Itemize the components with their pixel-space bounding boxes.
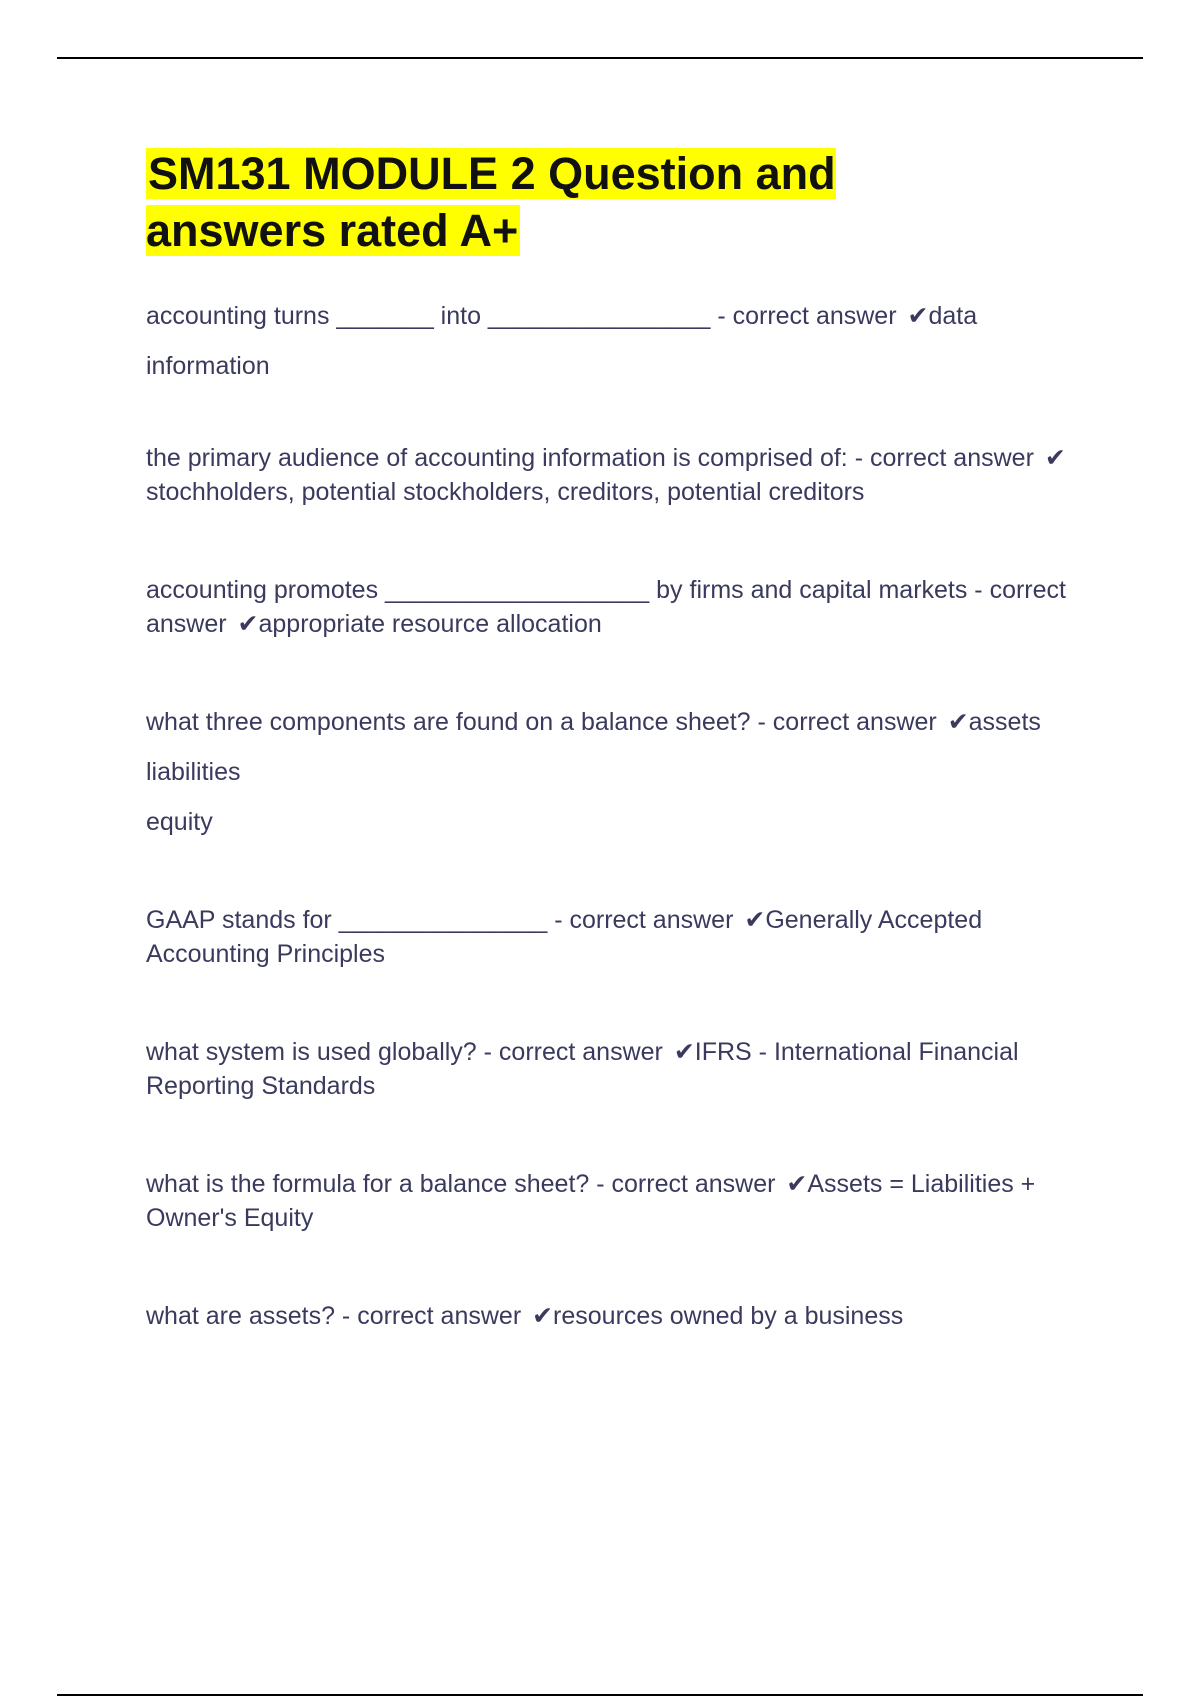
question-text: what is the formula for a balance sheet? - correct answer	[146, 1170, 783, 1198]
qa-item	[146, 903, 1076, 971]
answer-text: IFRS - International Financial Reporting Standards	[146, 1038, 1019, 1100]
qa-item	[146, 1299, 1076, 1333]
answer-continuation: equity	[146, 808, 213, 836]
check-icon: ✔	[673, 1038, 695, 1066]
check-icon: ✔	[744, 906, 766, 934]
qa-item	[146, 573, 1076, 641]
question-text: the primary audience of accounting information is comprised of: - correct answer	[146, 444, 1041, 472]
answer-continuation: information	[146, 352, 270, 380]
check-icon: ✔	[907, 302, 929, 330]
answer-continuation: liabilities	[146, 758, 241, 786]
answer-text: Assets = Liabilities + Owner's Equity	[146, 1170, 1036, 1232]
qa-item	[146, 441, 1076, 509]
qa-item	[146, 1035, 1076, 1103]
question-text: what three components are found on a balance sheet? - correct answer	[146, 708, 944, 736]
qa-item	[146, 705, 1076, 839]
document-title	[146, 145, 1076, 259]
answer-text: appropriate resource allocation	[258, 610, 602, 638]
check-icon: ✔	[786, 1170, 808, 1198]
footer-rule	[57, 1694, 1143, 1696]
qa-item	[146, 1167, 1076, 1235]
answer-text: assets	[968, 708, 1041, 736]
qa-item	[146, 299, 1076, 383]
title-line-1: SM131 MODULE 2 Question and	[148, 148, 836, 199]
answer-text: data	[928, 302, 978, 330]
question-text: what system is used globally? - correct answer	[146, 1038, 670, 1066]
check-icon: ✔	[1044, 444, 1066, 472]
question-text: accounting turns _______ into ________________ - correct answer	[146, 302, 904, 330]
question-text: accounting promotes ___________________ by firms and capital markets - correct answer	[146, 576, 1066, 638]
question-text: GAAP stands for _______________ - correct answer	[146, 906, 741, 934]
answer-text: resources owned by a business	[553, 1302, 904, 1330]
title-line-2: answers rated A+	[146, 205, 519, 256]
question-text: what are assets? - correct answer	[146, 1302, 529, 1330]
answer-text: stochholders, potential stockholders, creditors, potential creditors	[146, 478, 865, 506]
header-rule	[57, 57, 1143, 59]
check-icon: ✔	[532, 1302, 554, 1330]
document-body	[146, 145, 1076, 1333]
title-highlight	[146, 148, 836, 256]
answer-text: Generally Accepted Accounting Principles	[146, 906, 983, 968]
check-icon: ✔	[947, 708, 969, 736]
check-icon: ✔	[237, 610, 259, 638]
